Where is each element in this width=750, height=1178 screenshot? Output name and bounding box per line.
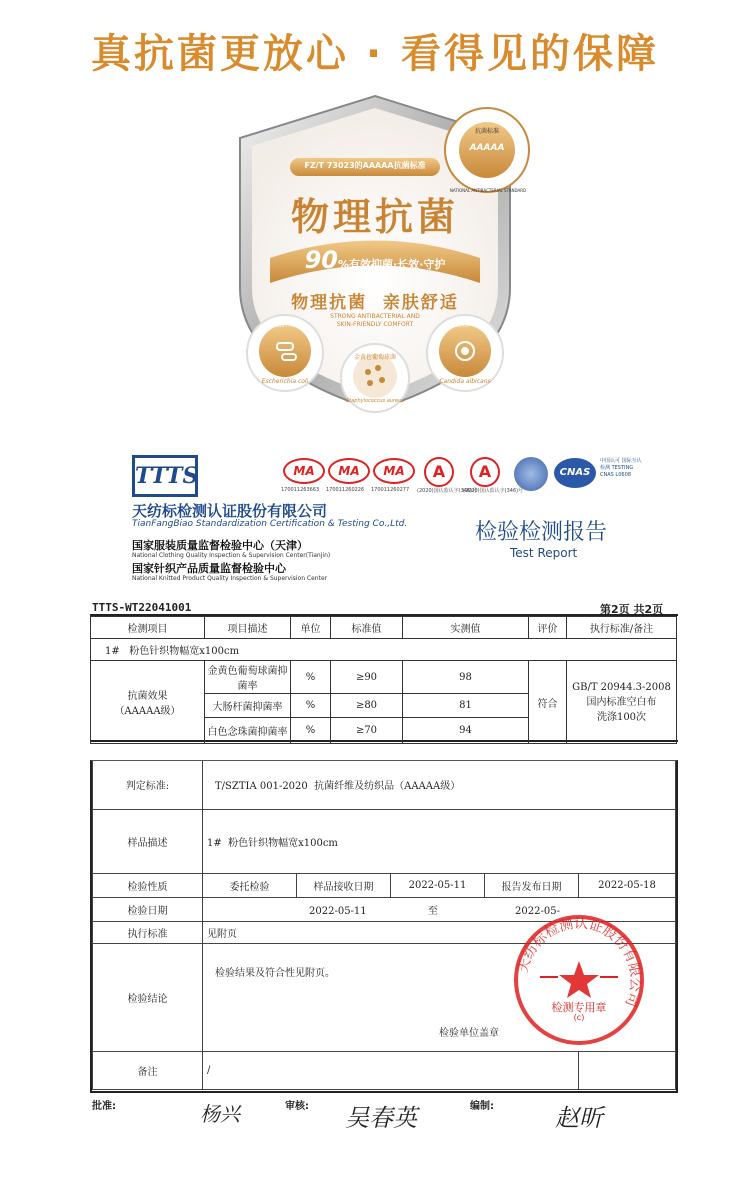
review-label: 审核: bbox=[285, 1101, 309, 1112]
standard-note-1: GB/T 20944.3-2008 bbox=[572, 681, 671, 693]
item-description: 白色念珠菌抑菌率 bbox=[205, 718, 291, 744]
item-standard: ≥70 bbox=[331, 718, 403, 744]
cma-number-1: 170011263663 bbox=[281, 487, 320, 493]
badge-top-label: 抗菌标准 bbox=[474, 128, 499, 135]
seal-note: 检验单位盖章 bbox=[439, 1027, 499, 1039]
report-reference-number: TTTS-WT22041001 bbox=[92, 601, 192, 614]
efficacy-text: %有效抑菌·长效·守护 bbox=[338, 258, 446, 271]
shield-main-title: 物理抗菌 bbox=[290, 195, 459, 239]
badge-ecoli-cn: 大肠杆菌 bbox=[271, 320, 299, 328]
remark-value: / bbox=[203, 1051, 579, 1089]
table-header-row bbox=[91, 617, 677, 639]
exec-standard-label: 执行标准 bbox=[93, 921, 203, 943]
clothing-center-cn: 国家服装质量监督检验中心（天津） bbox=[132, 539, 308, 552]
cal-number-2: (2020)国认监认字(346)号 bbox=[463, 488, 524, 494]
header-cell: 检测项目 bbox=[91, 617, 205, 639]
table-row bbox=[93, 873, 676, 897]
standard-ribbon: FZ/T 73023的AAAAA抗菌标准 bbox=[304, 161, 426, 170]
cma-mark-1: MA bbox=[283, 458, 325, 484]
clothing-center-en: National Clothing Quality Inspection & Supervision Center(Tianjin) bbox=[132, 552, 331, 559]
antibacterial-shield bbox=[210, 88, 540, 418]
sample-description-value: 1# 粉色针织物幅宽x100cm bbox=[203, 809, 676, 873]
stamp-center-text: 检测专用章 bbox=[551, 1001, 607, 1014]
badge-ecoli-en: Escherichia coli bbox=[261, 378, 309, 385]
remark-label: 备注 bbox=[93, 1051, 203, 1089]
inspection-date-to-word: 至 bbox=[427, 905, 438, 917]
inspection-nature-value: 委托检验 bbox=[203, 873, 297, 897]
sample-row: 1# 粉色针织物幅宽x100cm bbox=[91, 639, 677, 661]
stamp-graphic bbox=[512, 913, 646, 1047]
company-name-cn: 天纺标检测认证股份有限公司 bbox=[132, 502, 328, 520]
badge-staph-cn: 金黄色葡萄球菌 bbox=[353, 354, 396, 361]
item-description: 金黄色葡萄球菌抑菌率 bbox=[205, 661, 291, 694]
item-unit: % bbox=[291, 694, 331, 718]
group-sub-label: （AAAAA级） bbox=[114, 706, 181, 717]
group-label-cell bbox=[91, 661, 205, 744]
cal-mark-1: A bbox=[424, 457, 454, 487]
item-value: 81 bbox=[403, 694, 529, 718]
badge-candida-cn: 白色念珠菌 bbox=[447, 320, 483, 328]
conclusion-label: 检验结论 bbox=[93, 943, 203, 1051]
official-stamp bbox=[512, 913, 646, 1047]
item-standard: ≥90 bbox=[331, 661, 403, 694]
company-name-en: TianFangBiao Standardization Certification & Testing Co.,Ltd. bbox=[132, 519, 408, 529]
report-title-en: Test Report bbox=[510, 546, 578, 560]
cal-number-1: (2020)国认监认字(346)号 bbox=[417, 488, 478, 494]
header-cell: 实测值 bbox=[403, 617, 529, 639]
table-row bbox=[93, 761, 676, 809]
cnas-side-text: 中国认可 国际互认 检测 TESTING CNAS L0608 bbox=[600, 458, 642, 478]
judge-standard-value: T/SZTIA 001-2020 抗菌纤维及纺织品（AAAAA级） bbox=[203, 761, 676, 809]
results-table bbox=[90, 616, 677, 744]
knitted-center-en: National Knitted Product Quality Inspection & Supervision Center bbox=[132, 575, 328, 582]
cnas-mark: CNAS bbox=[554, 458, 596, 488]
page-indicator: 第2页 共2页 bbox=[600, 603, 664, 616]
item-unit: % bbox=[291, 718, 331, 744]
badge-staph-en: Staphylococcus aureus bbox=[346, 398, 404, 404]
header-cell: 执行标准/备注 bbox=[567, 617, 677, 639]
cma-mark-2: MA bbox=[328, 458, 370, 484]
group-label: 抗菌效果 bbox=[127, 691, 168, 702]
inspection-date-to: 2022-05- bbox=[515, 905, 560, 917]
badge-grade: AAAAA bbox=[469, 143, 505, 153]
standard-note-cell bbox=[567, 661, 677, 744]
remark-blank bbox=[579, 1051, 676, 1089]
efficacy-line bbox=[275, 246, 475, 274]
header-cell: 单位 bbox=[291, 617, 331, 639]
evaluation-cell: 符合 bbox=[529, 661, 567, 744]
ttts-logo: TTTS bbox=[132, 455, 198, 497]
table-row bbox=[93, 809, 676, 873]
item-unit: % bbox=[291, 661, 331, 694]
conclusion-value: 检验结果及符合性见附页。 bbox=[215, 967, 335, 979]
stamp-sub-text: (c) bbox=[573, 1013, 585, 1022]
item-value: 98 bbox=[403, 661, 529, 694]
header-cell: 标准值 bbox=[331, 617, 403, 639]
table-row bbox=[91, 661, 677, 694]
compile-signature: 赵昕 bbox=[555, 1104, 603, 1132]
banner-title: 真抗菌更放心 · 看得见的保障 bbox=[90, 31, 660, 77]
judge-standard-label: 判定标准: bbox=[93, 761, 203, 809]
standard-note-3: 洗涤100次 bbox=[596, 711, 647, 723]
standard-note-2: 国内标准空白布 bbox=[586, 696, 657, 708]
shield-slogan: 物理抗菌 亲肤舒适 bbox=[291, 293, 459, 313]
sample-description-label: 样品描述 bbox=[93, 809, 203, 873]
item-description: 大肠杆菌抑菌率 bbox=[205, 694, 291, 718]
efficacy-percent: 90 bbox=[304, 246, 338, 274]
table-row bbox=[93, 1051, 676, 1089]
globe-icon bbox=[514, 457, 548, 491]
receive-date-value: 2022-05-11 bbox=[391, 873, 485, 897]
header-cell: 评价 bbox=[529, 617, 567, 639]
item-standard: ≥80 bbox=[331, 694, 403, 718]
knitted-center-cn: 国家针织产品质量监督检验中心 bbox=[132, 562, 286, 575]
approve-label: 批准: bbox=[92, 1101, 116, 1112]
stamp-ring-text: 天纺标检测认证股份有限公司 bbox=[515, 915, 644, 1009]
issue-date-label: 报告发布日期 bbox=[485, 873, 579, 897]
inspection-date-from: 2022-05-11 bbox=[309, 905, 367, 917]
cma-number-2: 170011260226 bbox=[326, 487, 365, 493]
inspection-nature-label: 检验性质 bbox=[93, 873, 203, 897]
item-value: 94 bbox=[403, 718, 529, 744]
badge-candida-en: Candida albicans bbox=[439, 378, 491, 385]
approve-signature: 杨兴 bbox=[200, 1102, 240, 1126]
cma-number-3: 170011260277 bbox=[371, 487, 410, 493]
review-signature: 吴春英 bbox=[345, 1104, 417, 1132]
exec-standard-value: 见附页 bbox=[203, 921, 676, 943]
inspection-date-label: 检验日期 bbox=[93, 897, 203, 921]
cma-mark-3: MA bbox=[373, 458, 415, 484]
slogan-en-1: STRONG ANTIBACTERIAL AND bbox=[330, 313, 420, 320]
cal-mark-2: A bbox=[470, 457, 500, 487]
receive-date-label: 样品接收日期 bbox=[297, 873, 391, 897]
national-standard-ring: NATIONAL ANTIBACTERIAL STANDARD bbox=[449, 188, 527, 193]
header-cell: 项目描述 bbox=[205, 617, 291, 639]
issue-date-value: 2022-05-18 bbox=[579, 873, 676, 897]
report-title-cn: 检验检测报告 bbox=[475, 520, 608, 545]
table-row bbox=[91, 639, 677, 661]
slogan-en-2: SKIN-FRIENDLY COMFORT bbox=[336, 321, 414, 328]
compile-label: 编制: bbox=[470, 1101, 494, 1112]
